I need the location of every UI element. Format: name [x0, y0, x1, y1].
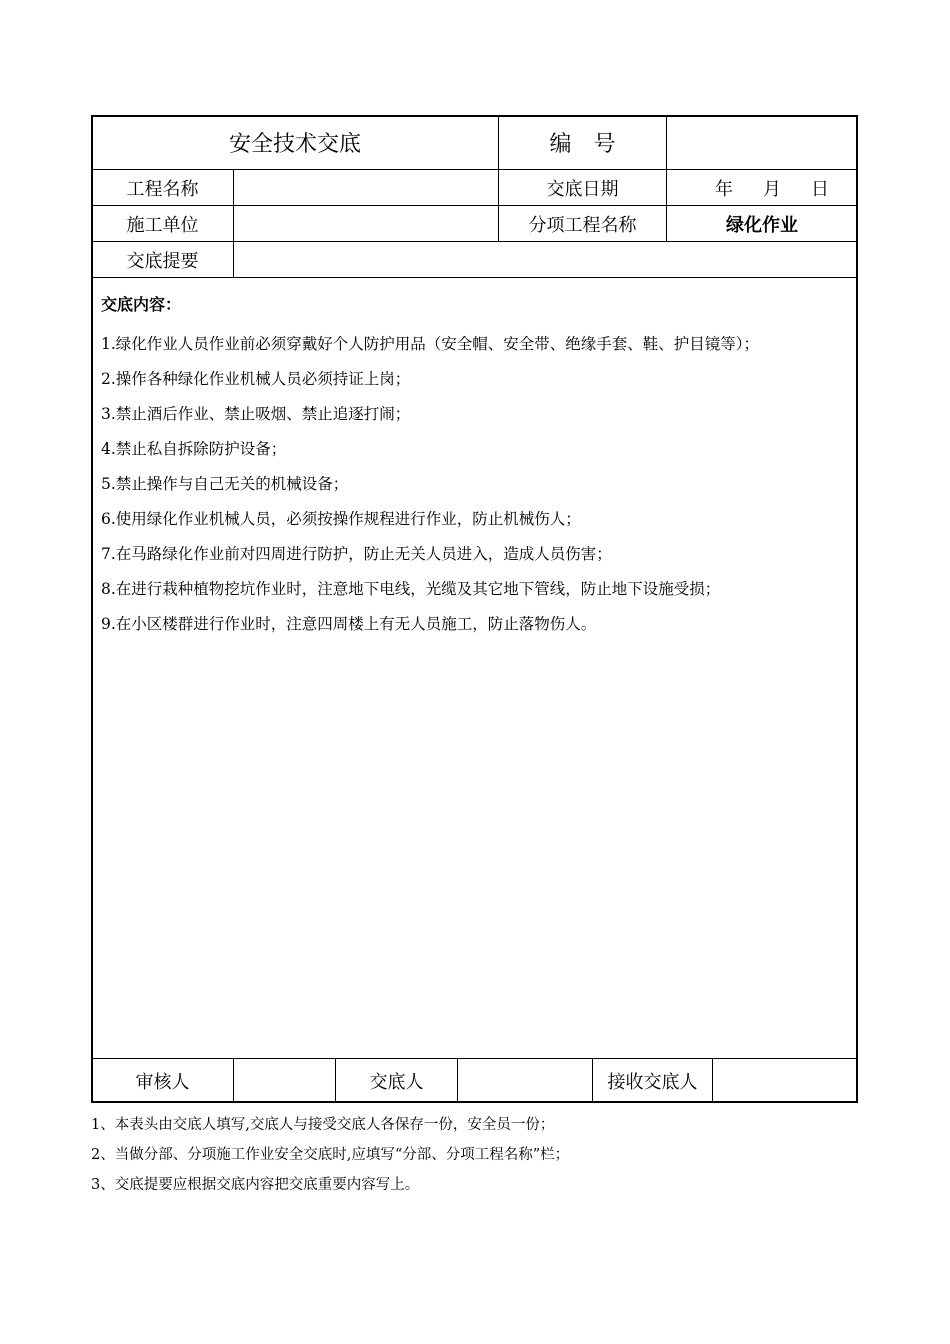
date-label: 交底日期	[546, 178, 619, 200]
number-label: 编 号	[549, 132, 616, 157]
content-heading: 交底内容：	[101, 295, 182, 314]
date-field[interactable]	[667, 170, 857, 205]
subitem-label: 分项工程名称	[528, 214, 637, 236]
receiver-field[interactable]	[713, 1059, 857, 1102]
content-item: 3.禁止酒后作业、禁止吸烟、禁止追逐打闹；	[101, 405, 411, 423]
content-item: 8.在进行栽种植物挖坑作业时，注意地下电线，光缆及其它地下管线，防止地下设施受损；	[101, 580, 721, 598]
construction-unit-field[interactable]	[234, 206, 498, 241]
number-field[interactable]	[667, 116, 857, 169]
summary-field[interactable]	[234, 242, 857, 277]
project-name-field[interactable]	[234, 170, 498, 205]
row-divider	[92, 277, 857, 278]
footnote: 3、交底提要应根据交底内容把交底重要内容写上。	[91, 1177, 420, 1193]
content-item: 7.在马路绿化作业前对四周进行防护，防止无关人员进入，造成人员伤害；	[101, 545, 612, 563]
construction-unit-label: 施工单位	[126, 214, 199, 236]
date-year: 年	[715, 178, 733, 200]
content-item: 9.在小区楼群进行作业时，注意四周楼上有无人员施工，防止落物伤人。	[101, 615, 597, 633]
footnote: 1、本表头由交底人填写,交底人与接受交底人各保存一份，安全员一份；	[91, 1117, 555, 1133]
summary-label: 交底提要	[126, 250, 199, 272]
footnote: 2、当做分部、分项施工作业安全交底时,应填写“分部、分项工程名称”栏；	[91, 1147, 570, 1163]
receiver-label: 接收交底人	[607, 1071, 698, 1093]
reviewer-label: 审核人	[135, 1071, 190, 1093]
discloser-label: 交底人	[369, 1071, 424, 1093]
content-item: 4.禁止私自拆除防护设备；	[101, 440, 287, 458]
project-name-label: 工程名称	[126, 178, 199, 200]
reviewer-field[interactable]	[234, 1059, 335, 1102]
content-item: 1.绿化作业人员作业前必须穿戴好个人防护用品（安全帽、安全带、绝缘手套、鞋、护目镜等）；	[101, 335, 760, 353]
content-item: 5.禁止操作与自己无关的机械设备；	[101, 475, 349, 493]
content-item: 6.使用绿化作业机械人员，必须按操作规程进行作业，防止机械伤人；	[101, 510, 581, 528]
subitem-value[interactable]: 绿化作业	[726, 214, 798, 236]
content-item: 2.操作各种绿化作业机械人员必须持证上岗；	[101, 370, 411, 388]
discloser-field[interactable]	[458, 1059, 592, 1102]
date-month: 月	[763, 178, 781, 200]
form-title: 安全技术交底	[228, 132, 361, 157]
date-day: 日	[811, 178, 829, 200]
